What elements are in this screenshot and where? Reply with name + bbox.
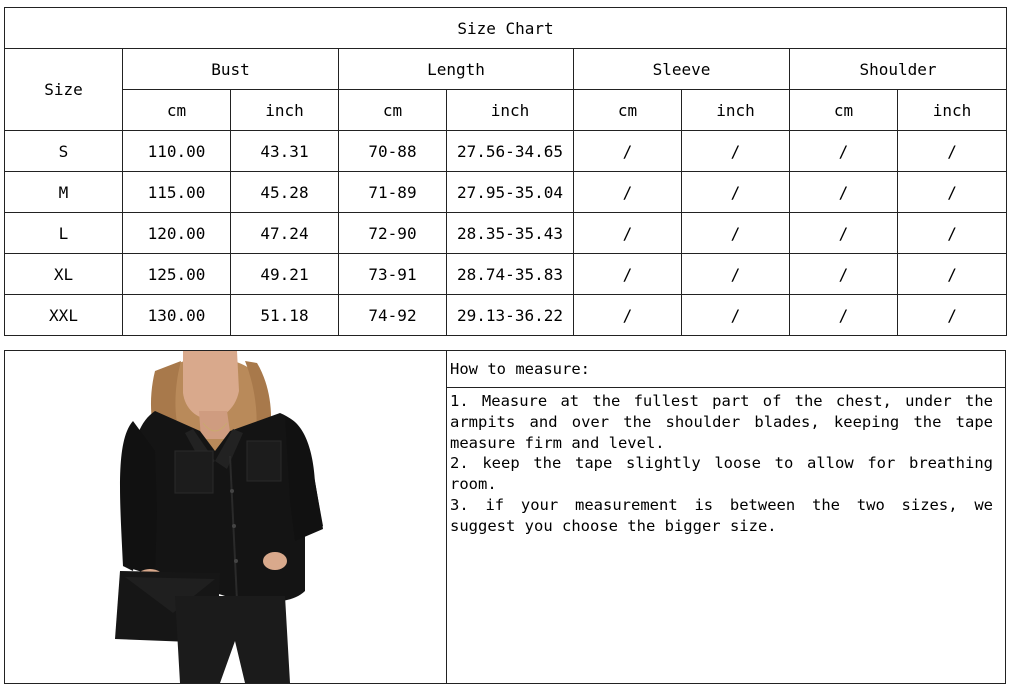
table-row <box>5 213 1007 254</box>
shoulder-inch-cell: / <box>898 213 1007 254</box>
sleeve-inch-cell: / <box>682 172 790 213</box>
size-column-header: Size <box>5 49 123 131</box>
sleeve-header: Sleeve <box>574 49 790 90</box>
measure-section <box>4 350 1006 684</box>
measure-step: 2. keep the tape slightly loose to allow for breathing room. <box>450 454 993 494</box>
size-chart-table <box>4 7 1007 336</box>
length-inch-cell: 27.95-35.04 <box>447 172 574 213</box>
product-photo <box>5 351 447 683</box>
table-row <box>5 295 1007 336</box>
how-to-measure-panel <box>447 351 1005 683</box>
sleeve-inch-header: inch <box>682 90 790 131</box>
length-inch-cell: 28.74-35.83 <box>447 254 574 295</box>
table-row <box>5 172 1007 213</box>
size-cell: XXL <box>5 295 123 336</box>
shoulder-cm-cell: / <box>790 131 898 172</box>
shoulder-inch-cell: / <box>898 131 1007 172</box>
sleeve-inch-cell: / <box>682 295 790 336</box>
length-cm-cell: 71-89 <box>339 172 447 213</box>
shoulder-cm-cell: / <box>790 172 898 213</box>
bust-cm-cell: 120.00 <box>123 213 231 254</box>
sleeve-cm-cell: / <box>574 254 682 295</box>
length-cm-header: cm <box>339 90 447 131</box>
bust-cm-cell: 130.00 <box>123 295 231 336</box>
length-inch-cell: 28.35-35.43 <box>447 213 574 254</box>
length-inch-cell: 29.13-36.22 <box>447 295 574 336</box>
sleeve-cm-cell: / <box>574 213 682 254</box>
sleeve-cm-cell: / <box>574 131 682 172</box>
shoulder-cm-header: cm <box>790 90 898 131</box>
measure-instructions <box>447 389 1005 537</box>
size-cell: L <box>5 213 123 254</box>
shoulder-inch-cell: / <box>898 254 1007 295</box>
bust-cm-header: cm <box>123 90 231 131</box>
sleeve-inch-cell: / <box>682 131 790 172</box>
table-row <box>5 131 1007 172</box>
length-header: Length <box>339 49 574 90</box>
length-inch-header: inch <box>447 90 574 131</box>
shoulder-cm-cell: / <box>790 254 898 295</box>
shoulder-inch-cell: / <box>898 295 1007 336</box>
length-inch-cell: 27.56-34.65 <box>447 131 574 172</box>
size-cell: XL <box>5 254 123 295</box>
bust-inch-cell: 47.24 <box>231 213 339 254</box>
shoulder-inch-cell: / <box>898 172 1007 213</box>
bust-inch-cell: 51.18 <box>231 295 339 336</box>
measure-step: 1. Measure at the fullest part of the chest, under the armpits and over the shoulder blades, keeping the tape measure firm and level. <box>450 392 993 452</box>
size-chart-title: Size Chart <box>5 8 1007 49</box>
length-cm-cell: 72-90 <box>339 213 447 254</box>
length-cm-cell: 74-92 <box>339 295 447 336</box>
sleeve-cm-header: cm <box>574 90 682 131</box>
shoulder-inch-header: inch <box>898 90 1007 131</box>
bust-inch-header: inch <box>231 90 339 131</box>
bust-cm-cell: 125.00 <box>123 254 231 295</box>
size-cell: S <box>5 131 123 172</box>
bust-inch-cell: 49.21 <box>231 254 339 295</box>
model-wearing-black-shirt-image <box>5 351 446 683</box>
sleeve-inch-cell: / <box>682 254 790 295</box>
bust-cm-cell: 110.00 <box>123 131 231 172</box>
sleeve-inch-cell: / <box>682 213 790 254</box>
bust-inch-cell: 45.28 <box>231 172 339 213</box>
shoulder-header: Shoulder <box>790 49 1007 90</box>
shoulder-cm-cell: / <box>790 295 898 336</box>
length-cm-cell: 73-91 <box>339 254 447 295</box>
how-to-measure-title: How to measure: <box>447 351 1005 388</box>
bust-header: Bust <box>123 49 339 90</box>
length-cm-cell: 70-88 <box>339 131 447 172</box>
bust-inch-cell: 43.31 <box>231 131 339 172</box>
size-cell: M <box>5 172 123 213</box>
sleeve-cm-cell: / <box>574 172 682 213</box>
shoulder-cm-cell: / <box>790 213 898 254</box>
bust-cm-cell: 115.00 <box>123 172 231 213</box>
measure-step: 3. if your measurement is between the two sizes, we suggest you choose the bigger size. <box>450 495 993 535</box>
sleeve-cm-cell: / <box>574 295 682 336</box>
table-row <box>5 254 1007 295</box>
